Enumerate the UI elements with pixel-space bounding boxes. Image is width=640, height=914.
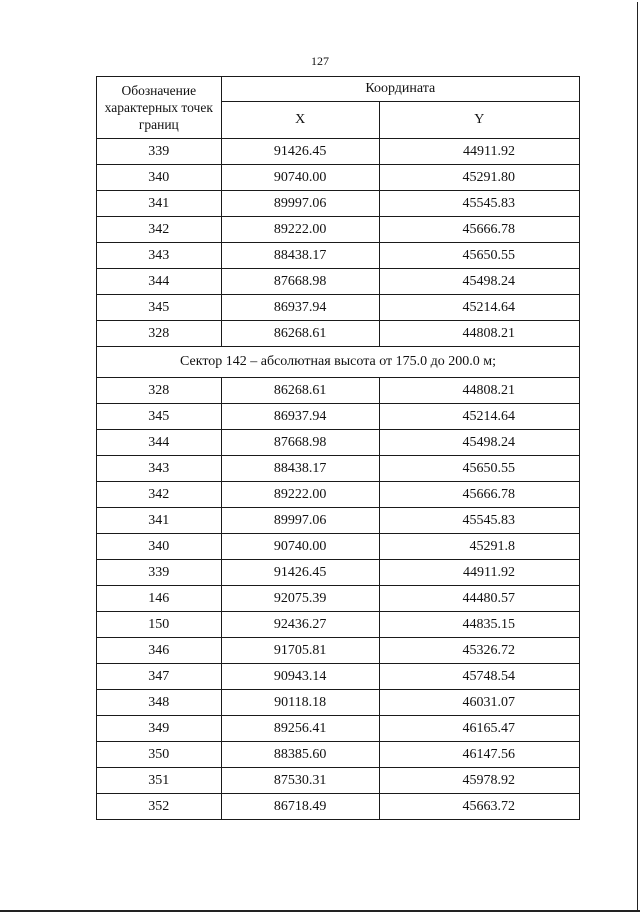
x-cell: 91426.45 bbox=[221, 560, 379, 586]
x-cell: 86268.61 bbox=[221, 321, 379, 347]
point-cell: 339 bbox=[97, 139, 222, 165]
y-cell: 45663.72 bbox=[379, 794, 579, 820]
table-row bbox=[97, 482, 580, 508]
y-cell: 45650.55 bbox=[379, 456, 579, 482]
header-y: Y bbox=[379, 102, 579, 139]
point-cell: 343 bbox=[97, 243, 222, 269]
table-row bbox=[97, 191, 580, 217]
y-cell: 45666.78 bbox=[379, 482, 579, 508]
table-row bbox=[97, 768, 580, 794]
x-cell: 86937.94 bbox=[221, 295, 379, 321]
y-cell: 46031.07 bbox=[379, 690, 579, 716]
x-cell: 90118.18 bbox=[221, 690, 379, 716]
y-cell: 45650.55 bbox=[379, 243, 579, 269]
y-cell: 44480.57 bbox=[379, 586, 579, 612]
x-cell: 87668.98 bbox=[221, 430, 379, 456]
table-row bbox=[97, 612, 580, 638]
point-cell: 342 bbox=[97, 482, 222, 508]
y-cell: 45498.24 bbox=[379, 269, 579, 295]
point-cell: 340 bbox=[97, 165, 222, 191]
y-cell: 44911.92 bbox=[379, 560, 579, 586]
point-cell: 346 bbox=[97, 638, 222, 664]
x-cell: 88438.17 bbox=[221, 243, 379, 269]
point-cell: 344 bbox=[97, 430, 222, 456]
x-cell: 90943.14 bbox=[221, 664, 379, 690]
point-cell: 347 bbox=[97, 664, 222, 690]
x-cell: 86718.49 bbox=[221, 794, 379, 820]
point-cell: 351 bbox=[97, 768, 222, 794]
y-cell: 44835.15 bbox=[379, 612, 579, 638]
y-cell: 45291.8 bbox=[379, 534, 579, 560]
table-body-bottom bbox=[97, 378, 580, 820]
page-number: 127 bbox=[311, 54, 329, 68]
y-cell: 45545.83 bbox=[379, 191, 579, 217]
point-cell: 349 bbox=[97, 716, 222, 742]
x-cell: 89222.00 bbox=[221, 217, 379, 243]
table-row bbox=[97, 269, 580, 295]
y-cell: 45214.64 bbox=[379, 404, 579, 430]
y-cell: 46147.56 bbox=[379, 742, 579, 768]
x-cell: 89997.06 bbox=[221, 508, 379, 534]
point-cell: 344 bbox=[97, 269, 222, 295]
table-row bbox=[97, 586, 580, 612]
point-cell: 350 bbox=[97, 742, 222, 768]
table-row bbox=[97, 664, 580, 690]
y-cell: 44808.21 bbox=[379, 321, 579, 347]
table-body-top bbox=[97, 139, 580, 347]
table-row bbox=[97, 321, 580, 347]
x-cell: 90740.00 bbox=[221, 165, 379, 191]
x-cell: 89222.00 bbox=[221, 482, 379, 508]
point-cell: 341 bbox=[97, 191, 222, 217]
y-cell: 45498.24 bbox=[379, 430, 579, 456]
page-edge-bottom bbox=[0, 910, 640, 912]
table-row bbox=[97, 638, 580, 664]
x-cell: 89256.41 bbox=[221, 716, 379, 742]
table-row bbox=[97, 716, 580, 742]
table-row bbox=[97, 430, 580, 456]
table-row bbox=[97, 534, 580, 560]
coordinates-table bbox=[96, 76, 580, 820]
table-row bbox=[97, 378, 580, 404]
sector-title: Сектор 142 – абсолютная высота от 175.0 до 200.0 м; bbox=[97, 347, 580, 378]
point-cell: 345 bbox=[97, 295, 222, 321]
y-cell: 44808.21 bbox=[379, 378, 579, 404]
page-edge-right bbox=[637, 2, 638, 912]
x-cell: 86937.94 bbox=[221, 404, 379, 430]
y-cell: 45748.54 bbox=[379, 664, 579, 690]
table-row bbox=[97, 508, 580, 534]
table-row bbox=[97, 794, 580, 820]
y-cell: 45545.83 bbox=[379, 508, 579, 534]
y-cell: 45978.92 bbox=[379, 768, 579, 794]
table-row bbox=[97, 456, 580, 482]
y-cell: 45326.72 bbox=[379, 638, 579, 664]
x-cell: 87668.98 bbox=[221, 269, 379, 295]
table-row bbox=[97, 243, 580, 269]
point-cell: 328 bbox=[97, 321, 222, 347]
y-cell: 44911.92 bbox=[379, 139, 579, 165]
table-row bbox=[97, 560, 580, 586]
x-cell: 90740.00 bbox=[221, 534, 379, 560]
header-coordinate: Координата bbox=[221, 77, 579, 102]
x-cell: 91426.45 bbox=[221, 139, 379, 165]
x-cell: 92075.39 bbox=[221, 586, 379, 612]
x-cell: 86268.61 bbox=[221, 378, 379, 404]
point-cell: 150 bbox=[97, 612, 222, 638]
table-row bbox=[97, 165, 580, 191]
x-cell: 88385.60 bbox=[221, 742, 379, 768]
y-cell: 45291.80 bbox=[379, 165, 579, 191]
x-cell: 89997.06 bbox=[221, 191, 379, 217]
table-row bbox=[97, 690, 580, 716]
point-cell: 146 bbox=[97, 586, 222, 612]
x-cell: 92436.27 bbox=[221, 612, 379, 638]
y-cell: 45214.64 bbox=[379, 295, 579, 321]
header-x: X bbox=[221, 102, 379, 139]
table-row bbox=[97, 742, 580, 768]
point-cell: 342 bbox=[97, 217, 222, 243]
table-row bbox=[97, 295, 580, 321]
point-cell: 328 bbox=[97, 378, 222, 404]
point-cell: 348 bbox=[97, 690, 222, 716]
point-cell: 345 bbox=[97, 404, 222, 430]
x-cell: 91705.81 bbox=[221, 638, 379, 664]
point-cell: 341 bbox=[97, 508, 222, 534]
table-row bbox=[97, 139, 580, 165]
point-cell: 339 bbox=[97, 560, 222, 586]
y-cell: 46165.47 bbox=[379, 716, 579, 742]
point-cell: 352 bbox=[97, 794, 222, 820]
point-cell: 340 bbox=[97, 534, 222, 560]
table-row bbox=[97, 217, 580, 243]
x-cell: 88438.17 bbox=[221, 456, 379, 482]
header-designation: Обозначение характерных точек границ bbox=[97, 77, 222, 139]
table-row bbox=[97, 404, 580, 430]
x-cell: 87530.31 bbox=[221, 768, 379, 794]
y-cell: 45666.78 bbox=[379, 217, 579, 243]
point-cell: 343 bbox=[97, 456, 222, 482]
